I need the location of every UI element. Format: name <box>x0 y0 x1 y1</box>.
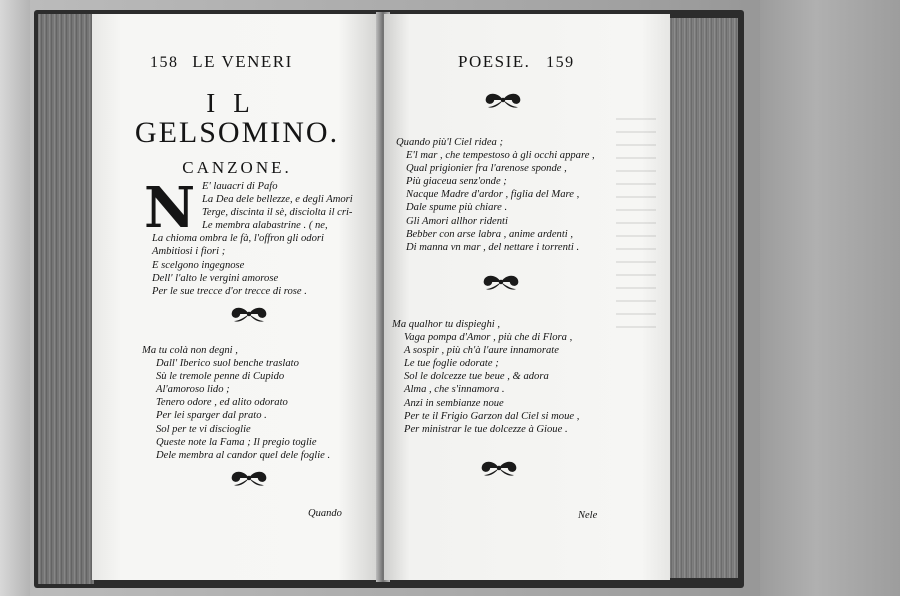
show-through-text <box>616 118 656 338</box>
verse-line: Di manna vn mar , del nettare i torrenti . <box>406 241 580 253</box>
verse-line: Bebber con arse labra , anime ardenti , <box>406 228 574 240</box>
verse-line: Sol per te vi discioglie <box>156 423 251 435</box>
right-page <box>384 14 670 580</box>
verse-line: La chioma ombra le fà, l'offron gli odori <box>152 233 324 245</box>
left-stanza-2 <box>142 344 330 462</box>
right-stanza-2 <box>392 318 579 436</box>
verse-line: Per lei sparger dal prato . <box>156 410 267 422</box>
verse-line: Alma , che s'innamora . <box>404 384 505 396</box>
right-header-title: POESIE. <box>458 52 531 71</box>
poem-title-line2: GELSOMINO. <box>134 116 340 149</box>
verse-line: Per ministrar le tue dolcezze à Gioue . <box>404 423 568 435</box>
fleuron-ornament <box>476 458 522 478</box>
verse-line: Ma tu colà non degni , <box>142 345 238 356</box>
verse-line: Per le sue trecce d'or trecce di rose . <box>152 285 307 297</box>
left-header-title: LE VENERI <box>192 52 293 71</box>
verse-line: Ambitiosi i fiori ; <box>152 246 226 258</box>
verse-line: E' lauacri di Pafo <box>202 181 278 192</box>
book-page-edges-right <box>668 18 738 578</box>
verse-line: Più giaceua senz'onde ; <box>406 176 507 188</box>
poem-title-line1: IL <box>206 88 268 118</box>
verse-line: Anzi in sembianze noue <box>404 397 504 409</box>
verse-line: Le tue foglie odorate ; <box>404 358 499 370</box>
verse-line: Sol le dolcezze tue beue , & adora <box>404 371 549 383</box>
poem-subtitle: CANZONE. <box>182 158 292 177</box>
left-stanza-1 <box>144 175 353 298</box>
fleuron-ornament <box>226 304 272 324</box>
verse-line: E'l mar , che tempestoso à gli occhi appare , <box>406 150 595 162</box>
left-running-head <box>150 52 293 72</box>
verse-line: Le membra alabastrine . ( ne, <box>202 220 328 232</box>
right-catchword: Nele <box>578 510 598 521</box>
verse-line: Al'amoroso lido ; <box>156 384 230 396</box>
left-page-number: 158 <box>150 54 179 71</box>
right-running-head <box>458 52 575 72</box>
verse-line: La Dea dele bellezze, e degli Amori <box>202 194 353 206</box>
left-catchword: Quando <box>308 508 342 519</box>
verse-line: Per te il Frigio Garzon dal Ciel si moue , <box>404 410 580 422</box>
verse-line: Vaga pompa d'Amor , più che di Flora , <box>404 332 573 344</box>
verse-line: Terge, discinta il sè, disciolta il cri- <box>202 207 353 219</box>
verse-line: Nacque Madre d'ardor , figlia del Mare , <box>406 189 580 201</box>
verse-line: A sospir , più ch'à l'aure innamorate <box>404 345 559 357</box>
book-page-edges-left <box>38 14 94 584</box>
verse-line: Dale spume più chiare . <box>406 202 508 214</box>
verse-line: Sù le tremole penne di Cupido <box>156 371 285 383</box>
right-page-number: 159 <box>546 54 575 71</box>
fleuron-ornament <box>478 272 524 292</box>
verse-line: Queste note la Fama ; Il pregio toglie <box>156 436 317 448</box>
scan-right-margin <box>760 0 900 596</box>
drop-capital: N <box>144 175 196 241</box>
verse-line: Dall' Iberico suol benche traslato <box>156 358 299 370</box>
verse-line: Tenero odore , ed alito odorato <box>156 397 288 409</box>
left-page <box>92 14 382 580</box>
verse-line: Ma qualhor tu dispieghi , <box>392 319 500 330</box>
verse-line: Qual prigionier fra l'arenose sponde , <box>406 163 567 175</box>
verse-line: Dell' l'alto le vergini amorose <box>152 272 279 284</box>
fleuron-ornament <box>226 468 272 488</box>
right-stanza-1 <box>396 136 595 254</box>
scan-left-margin <box>0 0 30 596</box>
fleuron-ornament <box>480 90 526 110</box>
verse-line: Dele membra al candor quel dele foglie . <box>156 449 331 461</box>
verse-line: Quando più'l Ciel ridea ; <box>396 137 504 148</box>
verse-line: E scelgono ingegnose <box>152 259 245 271</box>
verse-line: Gli Amori allhor ridenti <box>406 215 508 227</box>
